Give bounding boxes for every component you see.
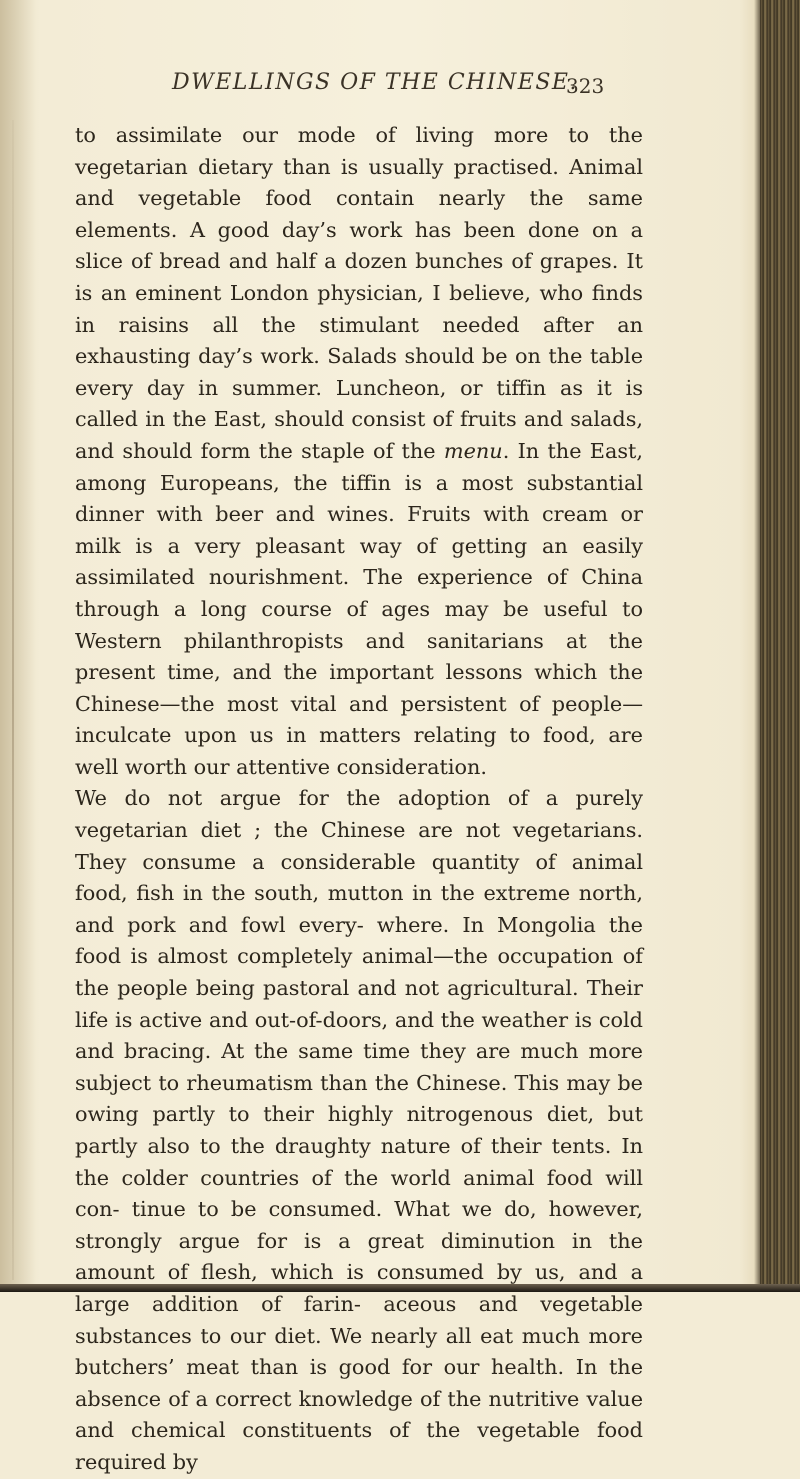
text-line: We do not argue for the adoption of a purely vegetarian (75, 786, 643, 843)
text-line: animal—the occupation of the people being pastoral and (75, 944, 643, 1001)
text-line: the colder countries of the world animal food will con- (75, 1165, 643, 1222)
text-line: called in the East, should consist of fruits and salads, and (75, 407, 643, 463)
text-line: eat much more butchers’ meat than is good for our health. (75, 1323, 643, 1380)
text-line: but partly also to the draughty nature of their tents. In (75, 1102, 643, 1158)
body-text (75, 120, 643, 1479)
text-line: tinue to be consumed. What we do, however, strongly (75, 1197, 643, 1253)
text-line: experience of China through a long course of ages may (75, 565, 643, 621)
binding-shadow (0, 0, 36, 1292)
text-line: be useful to Western philanthropists and sanitarians at (75, 596, 643, 653)
text-line: way of getting an easily assimilated nourishment. The (75, 533, 643, 590)
text-line: the present time, and the important lessons which the (75, 628, 643, 685)
text-line: and chemical constituents of the vegetable food required by (75, 1418, 643, 1474)
text-line: considerable quantity of animal food, fish in the south, (75, 849, 643, 906)
text-line: diet ; the Chinese are not vegetarians. They consume a (75, 818, 643, 874)
text-line: Chinese—the most vital and persistent of people—inculcate (75, 691, 643, 748)
text-line: not agricultural. Their life is active and out-of-doors, and (75, 976, 643, 1032)
text-line: table every day in summer. Luncheon, or tiffin as it is (75, 344, 643, 400)
text-line: upon us in matters relating to food, are well worth our (75, 723, 643, 779)
text-line: argue for is a great diminution in the amount of flesh, (75, 1228, 643, 1285)
text-line: attentive consideration. (236, 754, 488, 779)
text-line: This may be owing partly to their highly nitrogenous diet, (75, 1070, 643, 1127)
italic-word: menu (443, 438, 503, 463)
text-line: and wines. Fruits with cream or milk is a very pleasant (75, 502, 643, 558)
text-line: to assimilate our mode of living more to the vegetarian (75, 123, 643, 179)
text-line: mutton in the extreme north, and pork and fowl every- (75, 881, 643, 937)
text-line: are much more subject to rheumatism than the Chinese. (75, 1039, 643, 1095)
paragraph-2 (75, 783, 643, 1478)
paragraph-1 (75, 120, 643, 783)
text-line: should form the staple of the menu. In the East, among (75, 438, 643, 495)
gutter-line (12, 120, 14, 1280)
text-line: where. In Mongolia the food is almost completely (75, 912, 643, 969)
text-line: In the absence of a correct knowledge of the nutritive value (75, 1355, 643, 1411)
text-line: I believe, who finds in raisins all the stimulant needed (75, 280, 643, 337)
text-line: which is consumed by us, and a large addition of farin- (75, 1260, 643, 1316)
running-title: DWELLINGS OF THE CHINESE. (172, 70, 578, 95)
page-number: 323 (566, 74, 605, 98)
text-line: food contain nearly the same elements. A good day’s (75, 186, 643, 242)
text-line: Europeans, the tiffin is a most substantial dinner with beer (75, 470, 643, 527)
running-head (0, 70, 760, 110)
text-line: after an exhausting day’s work. Salads should be on the (75, 312, 643, 369)
text-line: work has been done on a slice of bread and half a dozen (75, 217, 643, 274)
text-line: bunches of grapes. It is an eminent London physician, (75, 249, 643, 305)
text-line: dietary than is usually practised. Animal and vegetable (75, 154, 643, 211)
text-line: the weather is cold and bracing. At the same time they (75, 1007, 643, 1064)
page-edges (760, 0, 800, 1292)
text-line: aceous and vegetable substances to our diet. We nearly all (75, 1291, 643, 1348)
